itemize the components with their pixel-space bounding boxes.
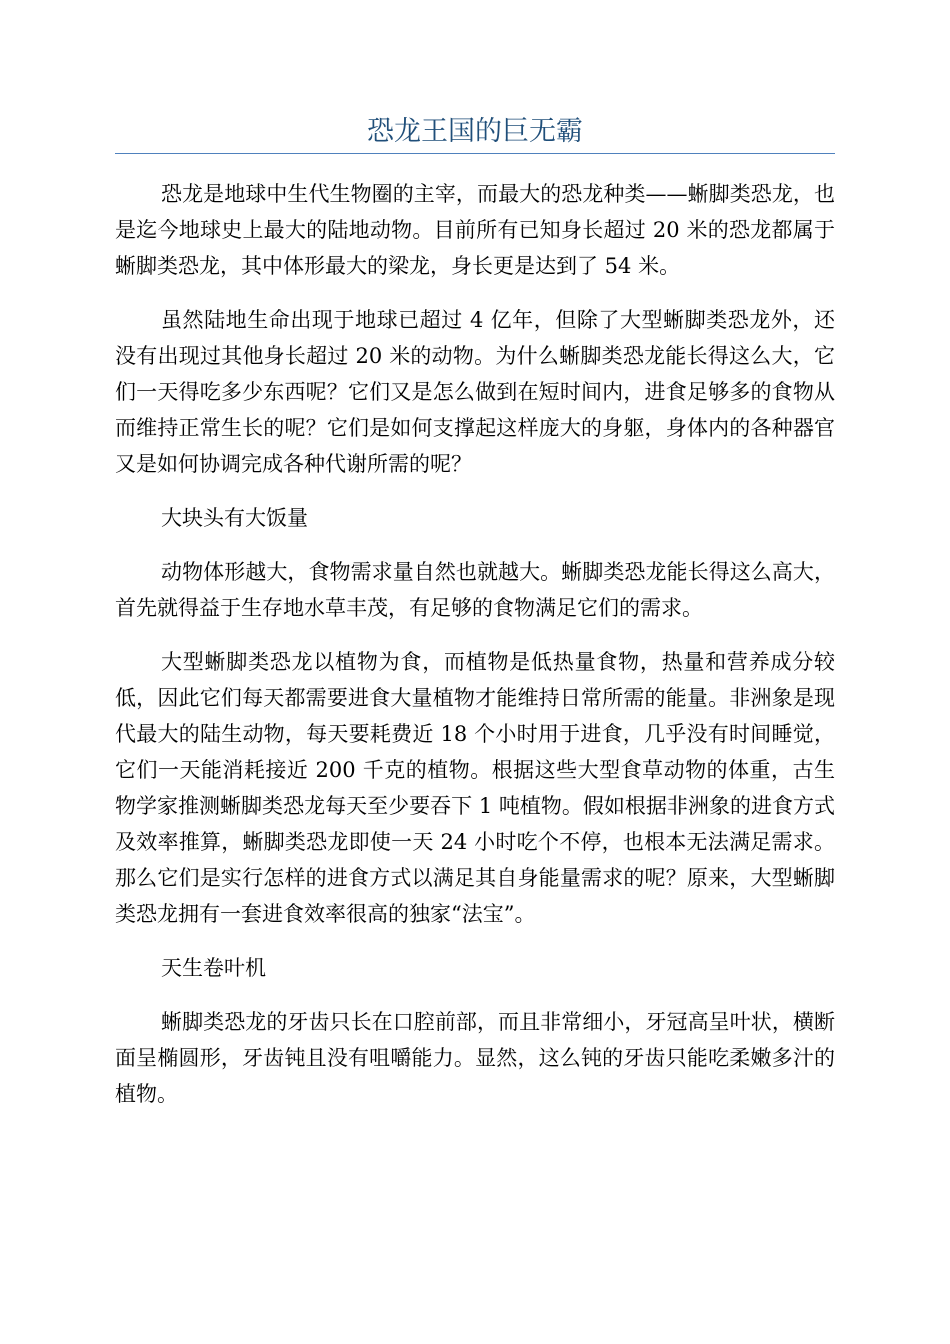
title-underline — [115, 153, 835, 154]
paragraph-intro: 恐龙是地球中生代生物圈的主宰，而最大的恐龙种类——蜥脚类恐龙，也是迄今地球史上最大的陆地动物。目前所有已知身长超过 20 米的恐龙都属于蜥脚类恐龙，其中体形最大的梁龙，身长更是达到了 54 米。 — [115, 182, 835, 278]
paragraph-plant-diet: 大型蜥脚类恐龙以植物为食，而植物是低热量食物，热量和营养成分较低，因此它们每天都需要进食大量植物才能维持日常所需的能量。非洲象是现代最大的陆生动物，每天要耗费近 18 个小时用于进食，几乎没有时间睡觉，它们一天能消耗接近 200 千克的植物。根据这些大型食草动物的体重，古生物学家推测蜥脚类恐龙每天至少要吞下 1 吨植物。假如根据非洲象的进食方式及效率推算，蜥脚类恐龙即使一天 24 小时吃个不停，也根本无法满足需求。那么它们是实行怎样的进食方式以满足其自身能量需求的呢？原来，大型蜥脚类恐龙拥有一套进食效率很高的独家“法宝”。 — [115, 650, 835, 926]
document-body — [115, 176, 835, 1130]
section-heading-appetite: 大块头有大饭量 — [161, 506, 308, 530]
document-title: 恐龙王国的巨无霸 — [367, 116, 583, 147]
paragraph-question: 虽然陆地生命出现于地球已超过 4 亿年，但除了大型蜥脚类恐龙外，还没有出现过其他身长超过 20 米的动物。为什么蜥脚类恐龙能长得这么大，它们一天得吃多少东西呢？它们又是怎么做到在短时间内，进食足够多的食物从而维持正常生长的呢？它们是如何支撑起这样庞大的身躯，身体内的各种器官又是如何协调完成各种代谢所需的呢？ — [115, 308, 835, 476]
section-heading-leaf-roller: 天生卷叶机 — [161, 956, 266, 980]
paragraph-food-demand: 动物体形越大，食物需求量自然也就越大。蜥脚类恐龙能长得这么高大，首先就得益于生存地水草丰茂，有足够的食物满足它们的需求。 — [115, 560, 835, 620]
paragraph-teeth: 蜥脚类恐龙的牙齿只长在口腔前部，而且非常细小，牙冠高呈叶状，横断面呈椭圆形，牙齿钝且没有咀嚼能力。显然，这么钝的牙齿只能吃柔嫩多汁的植物。 — [115, 1010, 835, 1106]
